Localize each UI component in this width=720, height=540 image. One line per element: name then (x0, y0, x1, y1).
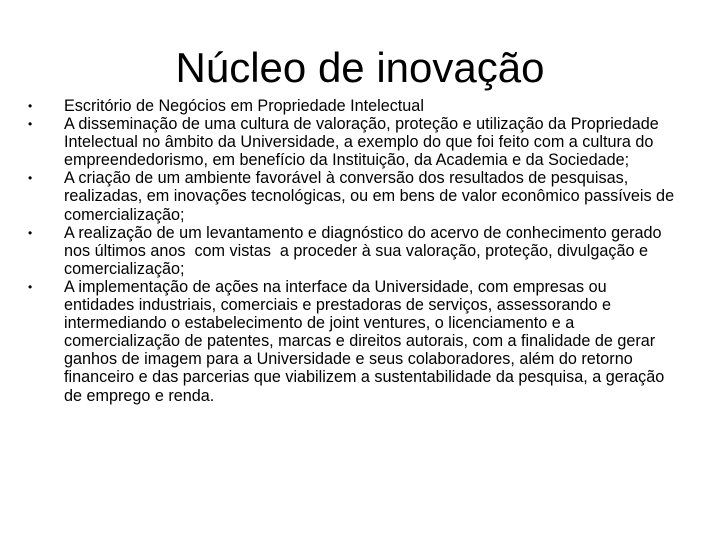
slide-title: Núcleo de inovação (175, 44, 545, 91)
bullet-marker: • (28, 117, 33, 132)
bullet-list (28, 97, 678, 405)
bullet-marker: • (28, 99, 33, 113)
bullet-text: A realização de um levantamento e diagnóstico do acervo de conhecimento gerado nos últimos anos com vistas a proceder à sua valoração, proteção, divulgação e comercialização; (64, 223, 676, 278)
bullet-text: A implementação de ações na interface da Universidade, com empresas ou entidades industriais, comerciais e prestadoras de serviços, assessorando e intermediando o estabelecimento de joint ventures, o licenciamento e a comercialização de patentes, marcas e direitos autorais, com a finalidade de gerar ganhos de imagem para a Universidade e seus colaboradores, além do retorno financeiro e das parcerias que viabilizem a sustentabilidade da pesquisa, a geração de emprego e renda. (64, 277, 665, 405)
bullet-text: Escritório de Negócios em Propriedade Intelectual (64, 97, 424, 115)
bullet-marker: • (28, 171, 33, 186)
bullet-marker: • (28, 279, 33, 294)
bullet-item (28, 278, 678, 405)
bullet-text: A criação de um ambiente favorável à conversão dos resultados de pesquisas, realizadas, em inovações tecnológicas, ou em bens de valor econômico passíveis de comercialização; (64, 169, 675, 224)
bullet-item (28, 97, 678, 115)
bullet-text: A disseminação de uma cultura de valoração, proteção e utilização da Propriedade Intelectual no âmbito da Universidade, a exemplo do que foi feito com a cultura do empreendedorismo, em benefício da Instituição, da Academia e da Sociedade; (64, 115, 659, 170)
bullet-marker: • (28, 225, 33, 240)
bullet-item (28, 224, 678, 278)
bullet-item (28, 169, 678, 223)
bullet-item (28, 115, 678, 169)
